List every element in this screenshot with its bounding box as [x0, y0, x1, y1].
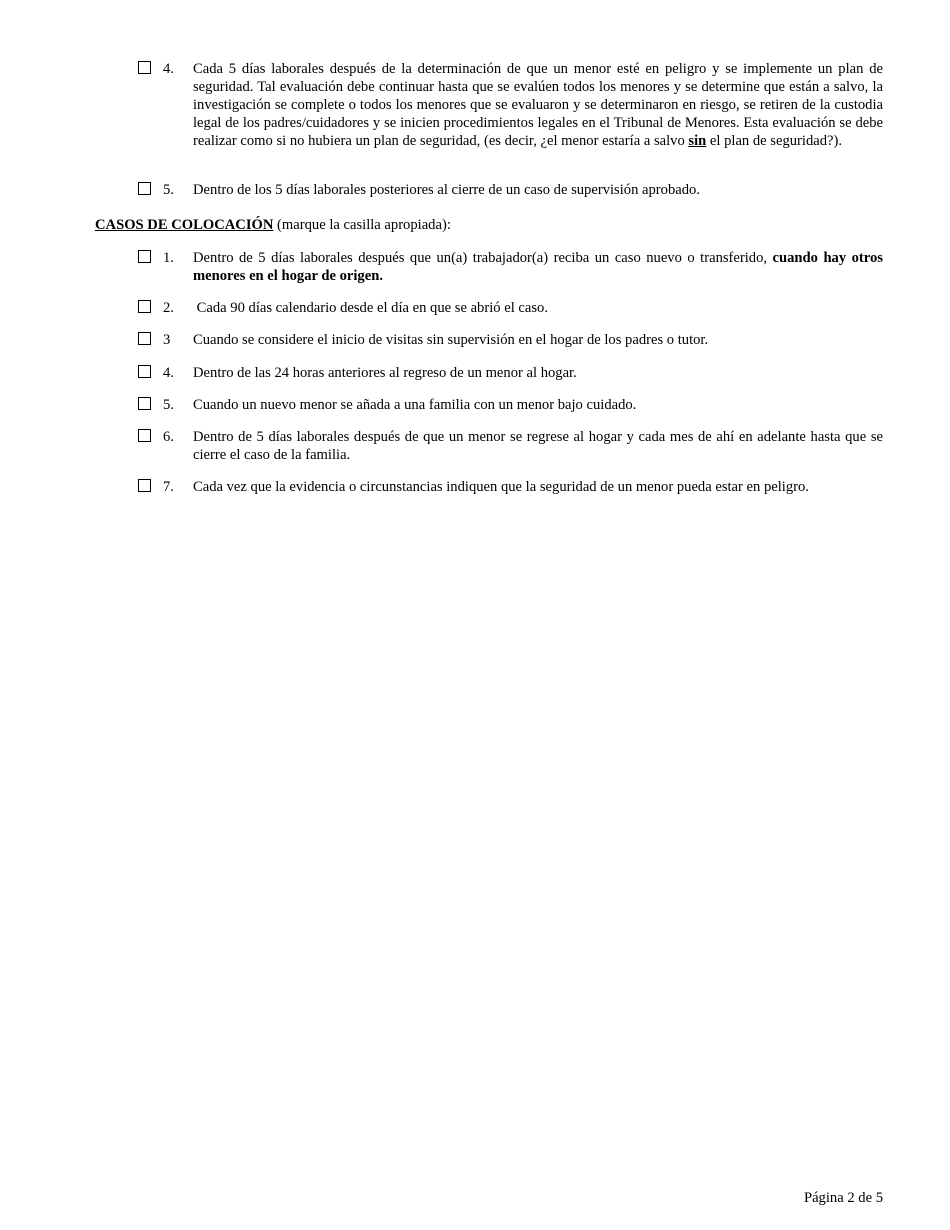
- section-title: CASOS DE COLOCACIÓN: [95, 217, 274, 233]
- item-number: 4.: [163, 365, 174, 381]
- placement-section-heading: [95, 216, 451, 234]
- item-number: 1.: [163, 250, 174, 266]
- section-instruction: (marque la casilla apropiada):: [273, 217, 451, 233]
- item-text: Cada 5 días laborales después de la determinación de que un menor esté en peligro y se implemente un plan de seguridad. Tal evaluación debe continuar hasta que se evalúen todos los menores y se determine que están a salvo, la investigación se complete o todos los menores que se evaluaron y se determinaron en riesgo, se retiren de la custodia legal de los padres/cuidadores y se inicien procedimientos legales en el Tribunal de Menores. Esta evaluación se debe realizar como si no hubiera un plan de seguridad, (es decir, ¿el menor estaría a salvo sin el plan de seguridad?).: [193, 61, 883, 149]
- item-number: 5.: [163, 182, 174, 198]
- item-checkbox[interactable]: [138, 479, 151, 492]
- item-number: 4.: [163, 61, 174, 77]
- emphasis-word: sin: [688, 133, 707, 149]
- item-checkbox[interactable]: [138, 300, 151, 313]
- item-checkbox[interactable]: [138, 365, 151, 378]
- item-checkbox[interactable]: [138, 182, 151, 195]
- item-checkbox[interactable]: [138, 61, 151, 74]
- item-checkbox[interactable]: [138, 332, 151, 345]
- item-text: Dentro de 5 días laborales después de que un menor se regrese al hogar y cada mes de ahí en adelante hasta que se cierre el caso de la familia.: [193, 429, 883, 463]
- item-text: Dentro de los 5 días laborales posteriores al cierre de un caso de supervisión aprobado.: [193, 182, 700, 198]
- item-checkbox[interactable]: [138, 250, 151, 263]
- item-text: Cuando se considere el inicio de visitas sin supervisión en el hogar de los padres o tutor.: [193, 332, 709, 348]
- item-text: Dentro de las 24 horas anteriores al regreso de un menor al hogar.: [193, 365, 577, 381]
- item-number: 6.: [163, 429, 174, 445]
- item-text: Cada 90 días calendario desde el día en que se abrió el caso.: [193, 300, 548, 316]
- item-text: Dentro de 5 días laborales después que un(a) trabajador(a) reciba un caso nuevo o transferido, cuando hay otros menores en el hogar de origen.: [193, 250, 883, 284]
- item-text: Cuando un nuevo menor se añada a una familia con un menor bajo cuidado.: [193, 397, 637, 413]
- item-number: 5.: [163, 397, 174, 413]
- item-checkbox[interactable]: [138, 429, 151, 442]
- item-number: 2.: [163, 300, 174, 316]
- item-checkbox[interactable]: [138, 397, 151, 410]
- item-number: 7.: [163, 479, 174, 495]
- item-number: 3: [163, 332, 171, 348]
- item-bold-text: cuando hay otros menores en el hogar de origen.: [193, 250, 883, 284]
- page-number: Página 2 de 5: [803, 1190, 883, 1206]
- item-text: Cada vez que la evidencia o circunstancias indiquen que la seguridad de un menor pueda estar en peligro.: [193, 479, 809, 495]
